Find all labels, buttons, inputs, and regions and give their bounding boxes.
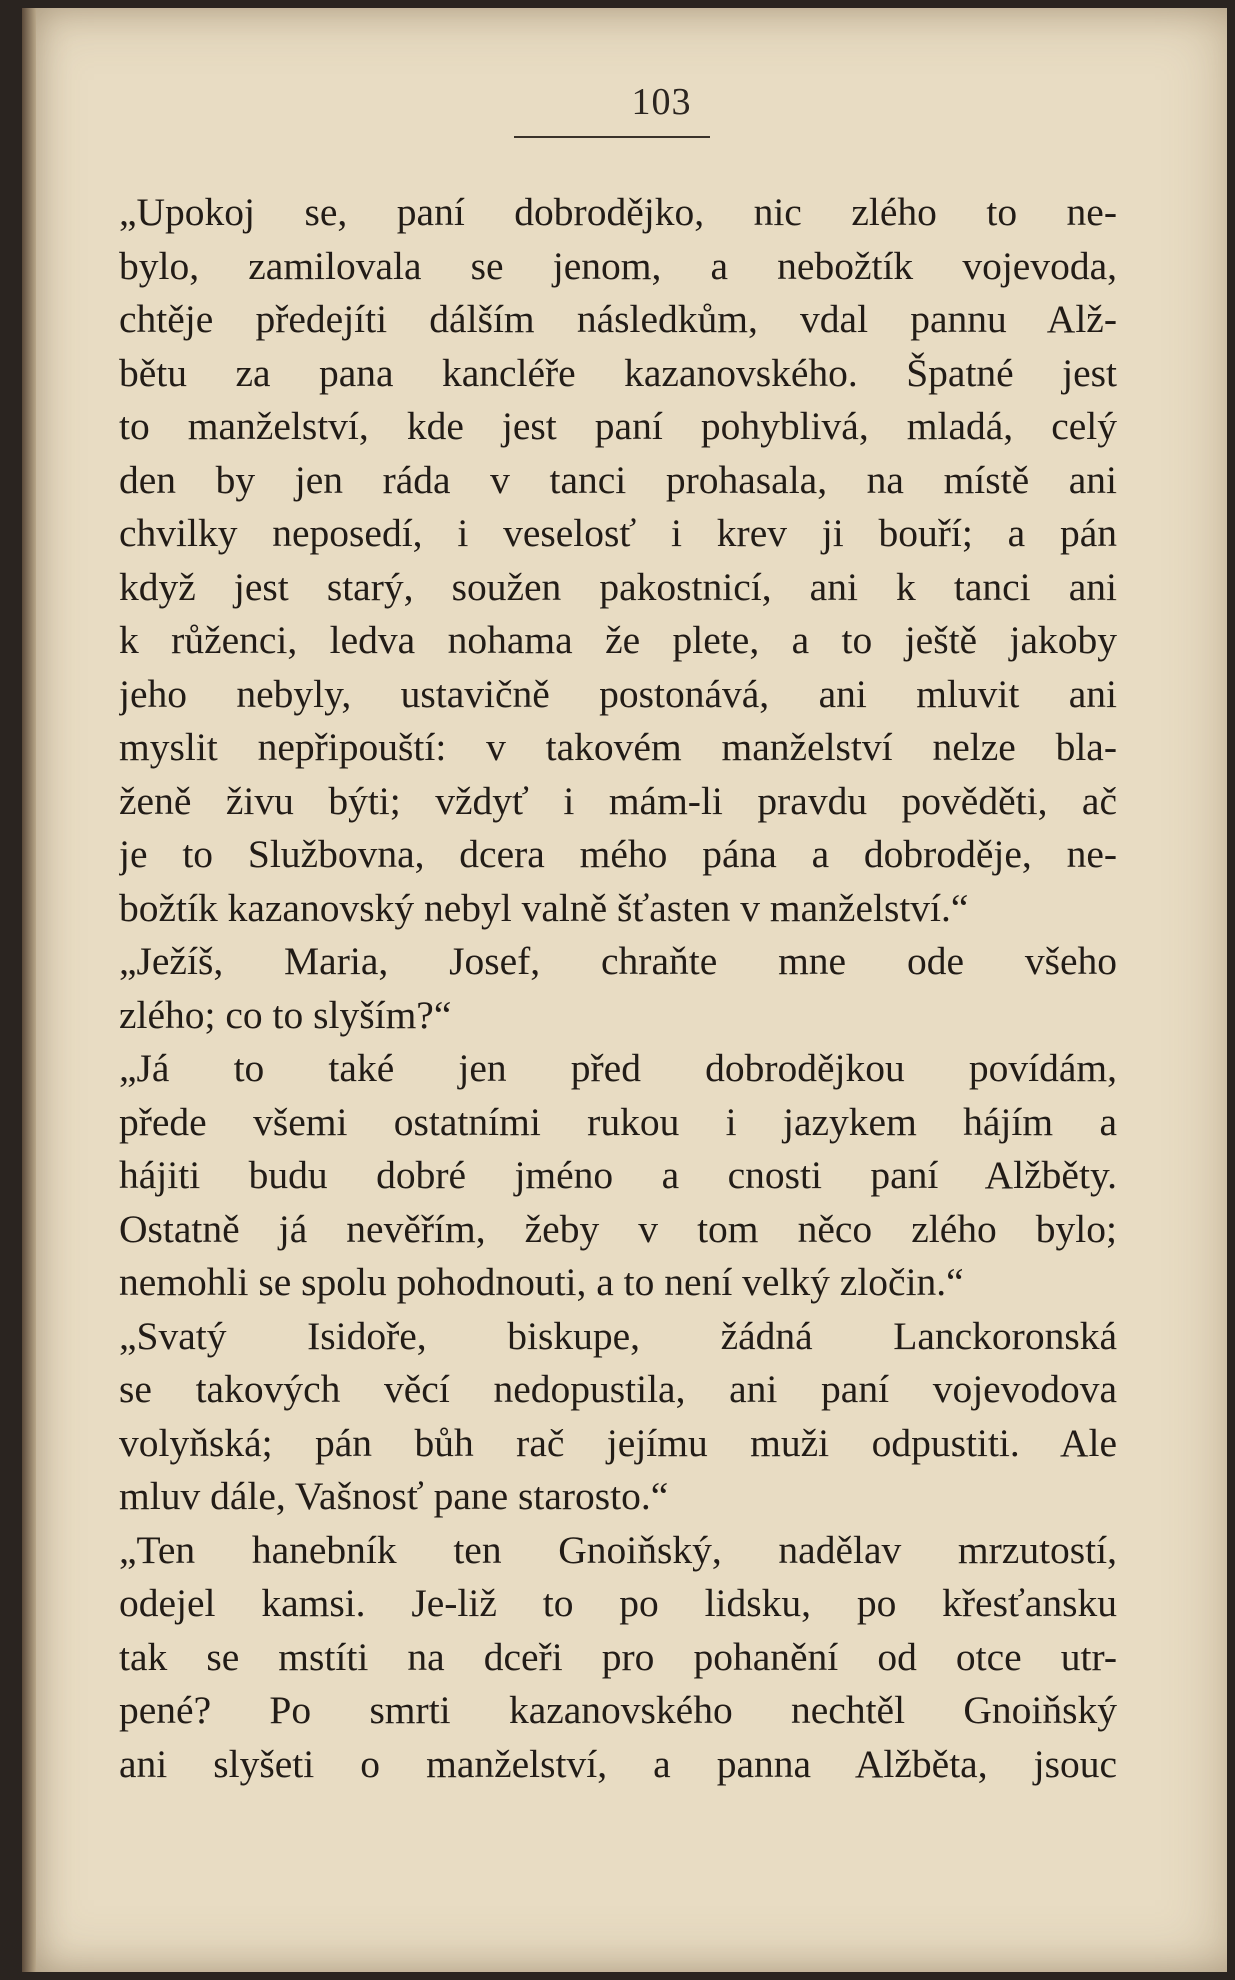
text-line: k růženci, ledva nohama že plete, a to ještě jakoby: [119, 618, 1117, 662]
text-line: chvilky neposedí, i veselosť i krev ji bouří; a pán: [119, 511, 1117, 555]
text-line: chtěje předejíti dálším následkům, vdal pannu Alž-: [119, 297, 1117, 341]
body-text: [119, 186, 1117, 1791]
text-line: „Já to také jen před dobrodějkou povídám,: [119, 1046, 1117, 1090]
text-line: pené? Po smrti kazanovského nechtěl Gnoiňský: [119, 1688, 1117, 1732]
text-line: „Ten hanebník ten Gnoiňský, nadělav mrzutostí,: [119, 1527, 1117, 1572]
text-line: bylo, zamilovala se jenom, a nebožtík vojevoda,: [119, 243, 1117, 288]
text-line: zlého; co to slyším?“: [119, 992, 452, 1037]
page-number: 103: [631, 81, 692, 123]
text-line: bětu za pana kancléře kazanovského. Špatné jest: [119, 350, 1117, 395]
text-line: Ostatně já nevěřím, žeby v tom něco zlého bylo;: [119, 1206, 1117, 1251]
text-line: odejel kamsi. Je-liž to po lidsku, po křesťansku: [119, 1581, 1117, 1625]
text-line: to manželství, kde jest paní pohyblivá, mladá, celý: [119, 404, 1117, 448]
text-line: den by jen ráda v tanci prohasala, na místě ani: [119, 457, 1117, 502]
book-spine-shadow: [22, 8, 36, 1972]
text-line: když jest starý, soužen pakostnicí, ani k tanci ani: [119, 564, 1117, 609]
text-line: myslit nepřipouští: v takovém manželství nelze bla-: [119, 725, 1117, 769]
text-line: mluv dále, Vašnosť pane starosto.“: [119, 1474, 669, 1518]
text-line: ani slyšeti o manželství, a panna Alžběta, jsouc: [119, 1741, 1117, 1786]
text-line: božtík kazanovský nebyl valně šťasten v manželství.“: [119, 885, 969, 930]
text-line: hájiti budu dobré jméno a cnosti paní Alžběty.: [119, 1153, 1117, 1197]
text-line: „Svatý Isidoře, biskupe, žádná Lanckoronská: [119, 1313, 1117, 1358]
text-line: „Upokoj se, paní dobrodějko, nic zlého to ne-: [119, 190, 1117, 234]
text-line: volyňská; pán bůh rač jejímu muži odpustiti. Ale: [119, 1420, 1117, 1465]
text-line: nemohli se spolu pohodnouti, a to není velký zločin.“: [119, 1260, 964, 1304]
text-line: jeho nebyly, ustavičně postonává, ani mluvit ani: [119, 671, 1117, 716]
text-line: se takových věcí nedopustila, ani paní vojevodova: [119, 1367, 1117, 1411]
text-line: je to Službovna, dcera mého pána a dobroděje, ne-: [119, 832, 1117, 876]
book-page: [22, 8, 1227, 1972]
text-line: „Ježíš, Maria, Josef, chraňte mne ode všeho: [119, 939, 1117, 983]
text-line: přede všemi ostatními rukou i jazykem hájím a: [119, 1099, 1117, 1144]
text-line: tak se mstíti na dceři pro pohanění od otce utr-: [119, 1634, 1117, 1679]
header-rule: [514, 136, 710, 138]
text-line: ženě živu býti; vždyť i mám-li pravdu pověděti, ač: [119, 778, 1117, 823]
